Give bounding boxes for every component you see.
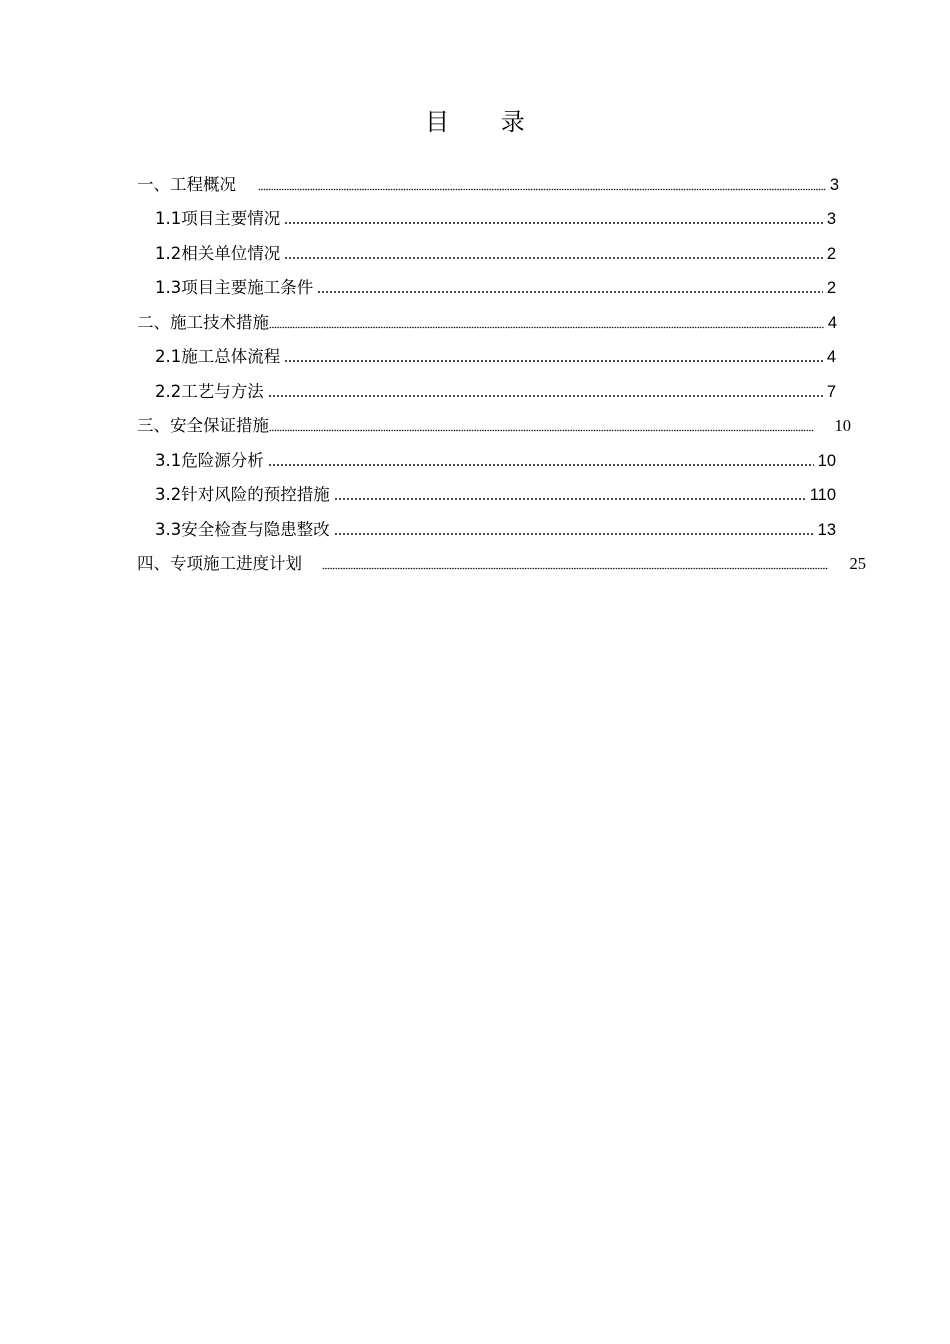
toc-dot-leader (334, 497, 806, 501)
toc-dot-leader (268, 463, 814, 467)
toc-entry-label: 1.2相关单位情况 (155, 244, 281, 263)
toc-entry-label: 2.1施工总体流程 (155, 347, 281, 366)
toc-entry-page: 7 (826, 383, 836, 401)
toc-dot-leader (269, 326, 824, 329)
toc-entry-label: 2.2工艺与方法 (155, 382, 264, 401)
toc-entry-label: 1.3项目主要施工条件 (155, 278, 314, 297)
toc-entry-label: 3.1危险源分析 (155, 451, 264, 470)
toc-dot-leader (334, 532, 814, 536)
toc-dot-leader (268, 394, 823, 398)
toc-dot-leader (284, 256, 823, 260)
toc-title: 目 录 (425, 108, 547, 136)
toc-entry-page: 2 (826, 245, 836, 263)
toc-entry-page: 3 (826, 210, 836, 228)
toc-entry-page: 25 (849, 554, 866, 573)
toc-entry-page: 13 (817, 521, 836, 539)
toc-entry[interactable] (155, 507, 836, 541)
toc-entry-page: 110 (809, 486, 836, 504)
toc-entry-page: 4 (826, 348, 836, 366)
toc-entry-label: 1.1项目主要情况 (155, 209, 281, 228)
toc-entry[interactable] (137, 300, 837, 334)
toc-dot-leader (284, 359, 823, 363)
toc-entry[interactable] (155, 334, 836, 368)
toc-entry[interactable] (155, 369, 836, 403)
toc-entry-page: 4 (827, 314, 837, 332)
toc-entry-page: 10 (834, 416, 851, 435)
toc-dot-leader (258, 188, 826, 191)
toc-dot-leader (317, 290, 823, 294)
toc-entry-label: 二、施工技术措施 (137, 313, 269, 332)
toc-dot-leader (284, 221, 823, 225)
toc-entry[interactable] (155, 196, 836, 230)
toc-entry-label: 3.3安全检查与隐患整改 (155, 520, 330, 539)
toc-entry[interactable] (155, 231, 836, 265)
toc-entry-page: 2 (826, 279, 836, 297)
toc-entry-label: 三、安全保证措施 (137, 416, 269, 435)
toc-entry[interactable] (155, 472, 836, 506)
toc-entry[interactable] (155, 265, 836, 299)
toc-entry[interactable] (137, 541, 866, 575)
toc-entry-label: 3.2针对风险的预控措施 (155, 485, 330, 504)
toc-entry[interactable] (137, 162, 839, 196)
toc-entry-page: 10 (817, 452, 836, 470)
toc-dot-leader (322, 567, 828, 570)
toc-entry[interactable] (155, 438, 836, 472)
toc-entry[interactable] (137, 403, 851, 437)
toc-entry-label: 四、专项施工进度计划 (137, 554, 302, 573)
toc-entry-page: 3 (829, 176, 839, 194)
toc-dot-leader (269, 429, 813, 432)
toc-entry-label: 一、工程概况 (137, 175, 236, 194)
